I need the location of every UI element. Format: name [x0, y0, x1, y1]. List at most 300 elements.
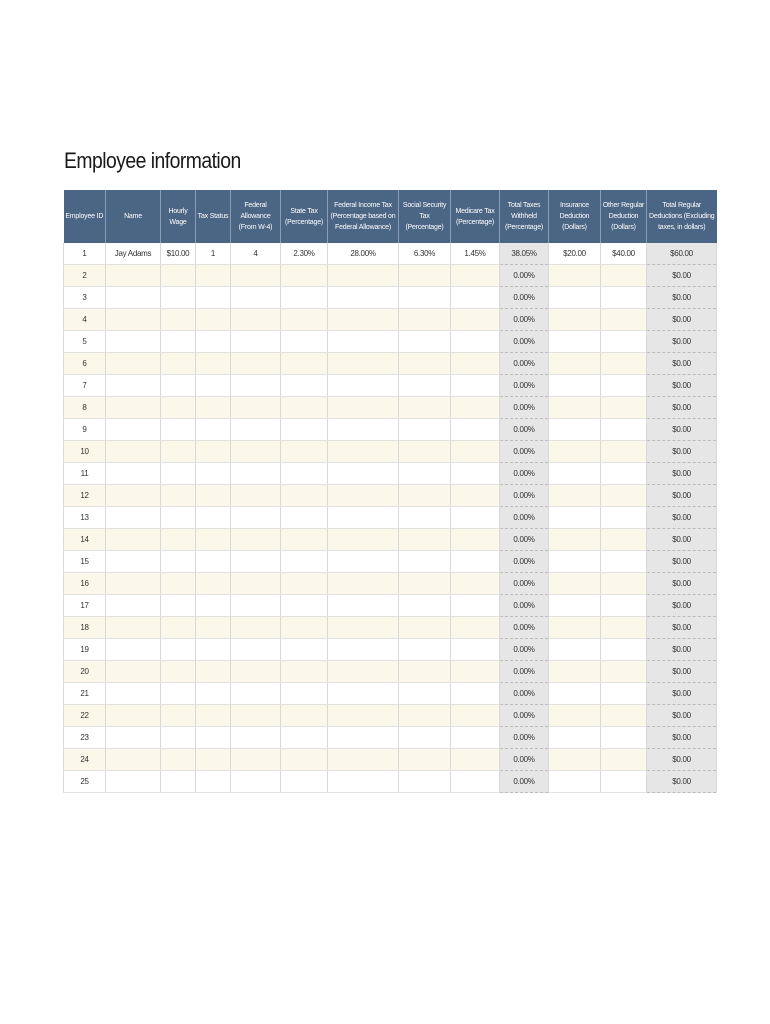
table-cell[interactable] [196, 309, 231, 331]
table-cell[interactable] [281, 705, 328, 727]
table-cell[interactable]: 0.00% [500, 309, 549, 331]
table-cell[interactable] [196, 441, 231, 463]
table-cell[interactable]: 7 [64, 375, 106, 397]
table-cell[interactable] [106, 397, 161, 419]
table-cell[interactable] [161, 309, 196, 331]
table-cell[interactable] [601, 529, 647, 551]
table-cell[interactable] [399, 617, 451, 639]
table-cell[interactable] [549, 771, 601, 793]
table-cell[interactable] [161, 595, 196, 617]
table-cell[interactable]: $0.00 [647, 287, 717, 309]
table-cell[interactable] [399, 463, 451, 485]
table-cell[interactable]: 0.00% [500, 463, 549, 485]
table-cell[interactable] [328, 265, 399, 287]
table-cell[interactable] [451, 419, 500, 441]
table-cell[interactable]: 16 [64, 573, 106, 595]
table-cell[interactable] [601, 265, 647, 287]
table-cell[interactable] [281, 463, 328, 485]
table-cell[interactable]: 38.05% [500, 243, 549, 265]
table-cell[interactable] [601, 463, 647, 485]
table-cell[interactable] [106, 375, 161, 397]
table-cell[interactable] [549, 617, 601, 639]
table-cell[interactable] [399, 749, 451, 771]
table-cell[interactable] [281, 573, 328, 595]
table-cell[interactable] [601, 419, 647, 441]
table-cell[interactable]: $0.00 [647, 353, 717, 375]
table-cell[interactable]: 6 [64, 353, 106, 375]
table-cell[interactable] [106, 529, 161, 551]
table-cell[interactable]: 0.00% [500, 661, 549, 683]
table-cell[interactable] [601, 683, 647, 705]
table-cell[interactable] [549, 551, 601, 573]
table-cell[interactable] [601, 287, 647, 309]
table-cell[interactable] [601, 331, 647, 353]
table-cell[interactable] [106, 749, 161, 771]
table-cell[interactable]: 0.00% [500, 397, 549, 419]
table-cell[interactable]: $0.00 [647, 573, 717, 595]
table-cell[interactable]: 22 [64, 705, 106, 727]
table-cell[interactable]: 5 [64, 331, 106, 353]
table-cell[interactable]: $0.00 [647, 617, 717, 639]
table-cell[interactable] [281, 331, 328, 353]
table-cell[interactable] [196, 287, 231, 309]
table-cell[interactable] [328, 441, 399, 463]
table-cell[interactable] [281, 617, 328, 639]
table-cell[interactable] [281, 375, 328, 397]
table-cell[interactable]: 15 [64, 551, 106, 573]
table-cell[interactable] [328, 617, 399, 639]
table-cell[interactable] [399, 771, 451, 793]
table-cell[interactable] [161, 705, 196, 727]
table-cell[interactable] [106, 727, 161, 749]
table-cell[interactable] [601, 639, 647, 661]
table-cell[interactable] [196, 639, 231, 661]
table-cell[interactable] [549, 287, 601, 309]
table-cell[interactable] [399, 441, 451, 463]
table-cell[interactable]: 14 [64, 529, 106, 551]
table-cell[interactable] [328, 573, 399, 595]
table-cell[interactable] [281, 551, 328, 573]
table-cell[interactable]: 3 [64, 287, 106, 309]
table-cell[interactable] [549, 397, 601, 419]
table-cell[interactable] [161, 331, 196, 353]
table-cell[interactable]: 12 [64, 485, 106, 507]
table-cell[interactable] [451, 441, 500, 463]
table-cell[interactable] [106, 287, 161, 309]
table-cell[interactable] [106, 463, 161, 485]
table-cell[interactable]: 0.00% [500, 375, 549, 397]
table-cell[interactable]: Jay Adams [106, 243, 161, 265]
table-cell[interactable]: 23 [64, 727, 106, 749]
table-cell[interactable] [451, 749, 500, 771]
table-cell[interactable] [281, 419, 328, 441]
table-cell[interactable] [231, 683, 281, 705]
table-cell[interactable] [106, 771, 161, 793]
table-cell[interactable]: 2.30% [281, 243, 328, 265]
table-cell[interactable] [601, 397, 647, 419]
table-cell[interactable]: 8 [64, 397, 106, 419]
table-cell[interactable] [196, 397, 231, 419]
table-cell[interactable] [231, 529, 281, 551]
table-cell[interactable]: 0.00% [500, 331, 549, 353]
table-cell[interactable] [231, 287, 281, 309]
table-cell[interactable]: 0.00% [500, 551, 549, 573]
table-cell[interactable] [399, 309, 451, 331]
table-cell[interactable] [231, 331, 281, 353]
table-cell[interactable] [399, 573, 451, 595]
table-cell[interactable] [601, 309, 647, 331]
table-cell[interactable] [106, 683, 161, 705]
table-cell[interactable] [231, 353, 281, 375]
table-cell[interactable] [328, 661, 399, 683]
table-cell[interactable] [231, 309, 281, 331]
table-cell[interactable]: $0.00 [647, 309, 717, 331]
table-cell[interactable]: 25 [64, 771, 106, 793]
table-cell[interactable] [196, 683, 231, 705]
table-cell[interactable]: $0.00 [647, 551, 717, 573]
table-cell[interactable] [601, 705, 647, 727]
table-cell[interactable] [399, 683, 451, 705]
table-cell[interactable]: 21 [64, 683, 106, 705]
table-cell[interactable] [231, 485, 281, 507]
table-cell[interactable]: $0.00 [647, 705, 717, 727]
table-cell[interactable] [281, 353, 328, 375]
table-cell[interactable] [161, 507, 196, 529]
table-cell[interactable] [196, 727, 231, 749]
table-cell[interactable] [281, 771, 328, 793]
table-cell[interactable] [106, 353, 161, 375]
table-cell[interactable] [106, 441, 161, 463]
table-cell[interactable] [328, 507, 399, 529]
table-cell[interactable] [161, 683, 196, 705]
table-cell[interactable] [549, 309, 601, 331]
table-cell[interactable] [196, 573, 231, 595]
table-cell[interactable] [328, 287, 399, 309]
table-cell[interactable]: 1.45% [451, 243, 500, 265]
table-cell[interactable] [399, 595, 451, 617]
table-cell[interactable] [161, 639, 196, 661]
table-cell[interactable] [281, 749, 328, 771]
table-cell[interactable] [196, 771, 231, 793]
table-cell[interactable] [281, 265, 328, 287]
table-cell[interactable] [161, 353, 196, 375]
table-cell[interactable] [549, 265, 601, 287]
table-cell[interactable]: 0.00% [500, 507, 549, 529]
table-cell[interactable]: $10.00 [161, 243, 196, 265]
table-cell[interactable] [549, 331, 601, 353]
table-cell[interactable]: 0.00% [500, 265, 549, 287]
table-cell[interactable] [399, 419, 451, 441]
table-cell[interactable] [196, 331, 231, 353]
table-cell[interactable] [196, 507, 231, 529]
table-cell[interactable]: 19 [64, 639, 106, 661]
table-cell[interactable] [549, 683, 601, 705]
table-cell[interactable] [161, 617, 196, 639]
table-cell[interactable] [161, 771, 196, 793]
table-cell[interactable] [106, 331, 161, 353]
table-cell[interactable]: 0.00% [500, 573, 549, 595]
table-cell[interactable] [451, 265, 500, 287]
table-cell[interactable] [399, 485, 451, 507]
table-cell[interactable] [231, 397, 281, 419]
table-cell[interactable] [601, 375, 647, 397]
table-cell[interactable] [281, 727, 328, 749]
table-cell[interactable] [399, 639, 451, 661]
table-cell[interactable] [161, 441, 196, 463]
table-cell[interactable] [196, 529, 231, 551]
table-cell[interactable]: $0.00 [647, 661, 717, 683]
table-cell[interactable] [549, 485, 601, 507]
table-cell[interactable]: $20.00 [549, 243, 601, 265]
table-cell[interactable] [281, 287, 328, 309]
table-cell[interactable] [549, 639, 601, 661]
table-cell[interactable] [106, 265, 161, 287]
table-cell[interactable] [601, 749, 647, 771]
table-cell[interactable] [106, 595, 161, 617]
table-cell[interactable]: 4 [64, 309, 106, 331]
table-cell[interactable] [549, 661, 601, 683]
table-cell[interactable] [328, 353, 399, 375]
table-cell[interactable] [231, 463, 281, 485]
table-cell[interactable] [328, 331, 399, 353]
table-cell[interactable] [399, 287, 451, 309]
table-cell[interactable]: $0.00 [647, 331, 717, 353]
table-cell[interactable] [451, 309, 500, 331]
table-cell[interactable] [328, 749, 399, 771]
table-cell[interactable] [451, 551, 500, 573]
table-cell[interactable] [601, 771, 647, 793]
table-cell[interactable] [106, 573, 161, 595]
table-cell[interactable] [281, 595, 328, 617]
table-cell[interactable] [161, 463, 196, 485]
table-cell[interactable] [281, 441, 328, 463]
table-cell[interactable]: 0.00% [500, 771, 549, 793]
table-cell[interactable] [451, 287, 500, 309]
table-cell[interactable]: $0.00 [647, 485, 717, 507]
table-cell[interactable] [231, 507, 281, 529]
table-cell[interactable]: 2 [64, 265, 106, 287]
table-cell[interactable]: $60.00 [647, 243, 717, 265]
table-cell[interactable] [161, 727, 196, 749]
table-cell[interactable] [231, 727, 281, 749]
table-cell[interactable]: 11 [64, 463, 106, 485]
table-cell[interactable] [399, 397, 451, 419]
table-cell[interactable] [231, 749, 281, 771]
table-cell[interactable] [549, 595, 601, 617]
table-cell[interactable]: 0.00% [500, 727, 549, 749]
table-cell[interactable] [196, 617, 231, 639]
table-cell[interactable] [231, 551, 281, 573]
table-cell[interactable] [106, 485, 161, 507]
table-cell[interactable] [328, 463, 399, 485]
table-cell[interactable] [601, 485, 647, 507]
table-cell[interactable] [161, 485, 196, 507]
table-cell[interactable] [328, 595, 399, 617]
table-cell[interactable] [281, 485, 328, 507]
table-cell[interactable] [399, 529, 451, 551]
table-cell[interactable] [399, 331, 451, 353]
table-cell[interactable] [601, 353, 647, 375]
table-cell[interactable] [281, 507, 328, 529]
table-cell[interactable] [196, 353, 231, 375]
table-cell[interactable] [281, 639, 328, 661]
table-cell[interactable] [328, 683, 399, 705]
table-cell[interactable] [328, 705, 399, 727]
table-cell[interactable] [549, 705, 601, 727]
table-cell[interactable] [161, 573, 196, 595]
table-cell[interactable] [399, 265, 451, 287]
table-cell[interactable] [161, 265, 196, 287]
table-cell[interactable]: $0.00 [647, 749, 717, 771]
table-cell[interactable]: 17 [64, 595, 106, 617]
table-cell[interactable]: $0.00 [647, 595, 717, 617]
table-cell[interactable]: 0.00% [500, 485, 549, 507]
table-cell[interactable] [399, 551, 451, 573]
table-cell[interactable] [281, 529, 328, 551]
table-cell[interactable]: $0.00 [647, 507, 717, 529]
table-cell[interactable]: 13 [64, 507, 106, 529]
table-cell[interactable]: 0.00% [500, 353, 549, 375]
table-cell[interactable] [451, 705, 500, 727]
table-cell[interactable] [106, 419, 161, 441]
table-cell[interactable] [161, 661, 196, 683]
table-cell[interactable]: $0.00 [647, 639, 717, 661]
table-cell[interactable] [328, 309, 399, 331]
table-cell[interactable]: 6.30% [399, 243, 451, 265]
table-cell[interactable]: 0.00% [500, 749, 549, 771]
table-cell[interactable] [451, 353, 500, 375]
table-cell[interactable]: $0.00 [647, 683, 717, 705]
table-cell[interactable] [231, 375, 281, 397]
table-cell[interactable]: $0.00 [647, 375, 717, 397]
table-cell[interactable] [549, 507, 601, 529]
table-cell[interactable] [281, 683, 328, 705]
table-cell[interactable] [161, 749, 196, 771]
table-cell[interactable] [161, 551, 196, 573]
table-cell[interactable] [451, 463, 500, 485]
table-cell[interactable] [196, 661, 231, 683]
table-cell[interactable]: 18 [64, 617, 106, 639]
table-cell[interactable]: 0.00% [500, 617, 549, 639]
table-cell[interactable] [328, 485, 399, 507]
table-cell[interactable]: 24 [64, 749, 106, 771]
table-cell[interactable]: $0.00 [647, 529, 717, 551]
table-cell[interactable] [161, 419, 196, 441]
table-cell[interactable] [451, 771, 500, 793]
table-cell[interactable] [601, 573, 647, 595]
table-cell[interactable] [451, 507, 500, 529]
table-cell[interactable] [231, 705, 281, 727]
table-cell[interactable] [399, 727, 451, 749]
table-cell[interactable] [601, 595, 647, 617]
table-cell[interactable] [549, 441, 601, 463]
table-cell[interactable] [196, 265, 231, 287]
table-cell[interactable] [601, 661, 647, 683]
table-cell[interactable] [328, 639, 399, 661]
table-cell[interactable] [106, 617, 161, 639]
table-cell[interactable] [451, 331, 500, 353]
table-cell[interactable] [451, 683, 500, 705]
table-cell[interactable]: $0.00 [647, 727, 717, 749]
table-cell[interactable] [328, 727, 399, 749]
table-cell[interactable] [399, 661, 451, 683]
table-cell[interactable] [196, 749, 231, 771]
table-cell[interactable] [328, 419, 399, 441]
table-cell[interactable] [106, 309, 161, 331]
table-cell[interactable] [231, 573, 281, 595]
table-cell[interactable] [451, 639, 500, 661]
table-cell[interactable] [106, 551, 161, 573]
table-cell[interactable] [601, 727, 647, 749]
table-cell[interactable]: 0.00% [500, 419, 549, 441]
table-cell[interactable] [196, 485, 231, 507]
table-cell[interactable] [231, 617, 281, 639]
table-cell[interactable] [549, 375, 601, 397]
table-cell[interactable] [451, 485, 500, 507]
table-cell[interactable]: $0.00 [647, 771, 717, 793]
table-cell[interactable] [328, 771, 399, 793]
table-cell[interactable] [399, 353, 451, 375]
table-cell[interactable] [549, 353, 601, 375]
table-cell[interactable] [196, 551, 231, 573]
table-cell[interactable] [549, 573, 601, 595]
table-cell[interactable] [161, 287, 196, 309]
table-cell[interactable]: 0.00% [500, 639, 549, 661]
table-cell[interactable] [161, 375, 196, 397]
table-cell[interactable] [106, 661, 161, 683]
table-cell[interactable] [281, 309, 328, 331]
table-cell[interactable]: 0.00% [500, 705, 549, 727]
table-cell[interactable] [106, 639, 161, 661]
table-cell[interactable] [328, 551, 399, 573]
table-cell[interactable] [231, 661, 281, 683]
table-cell[interactable] [399, 507, 451, 529]
table-cell[interactable] [451, 573, 500, 595]
table-cell[interactable] [549, 727, 601, 749]
table-cell[interactable] [231, 639, 281, 661]
table-cell[interactable]: $0.00 [647, 397, 717, 419]
table-cell[interactable] [451, 727, 500, 749]
table-cell[interactable]: 20 [64, 661, 106, 683]
table-cell[interactable] [601, 551, 647, 573]
table-cell[interactable] [231, 771, 281, 793]
table-cell[interactable] [328, 529, 399, 551]
table-cell[interactable] [601, 507, 647, 529]
table-cell[interactable] [231, 595, 281, 617]
table-cell[interactable] [451, 375, 500, 397]
table-cell[interactable]: 0.00% [500, 595, 549, 617]
table-cell[interactable] [399, 375, 451, 397]
table-cell[interactable]: 0.00% [500, 529, 549, 551]
table-cell[interactable] [451, 617, 500, 639]
table-cell[interactable]: 1 [196, 243, 231, 265]
table-cell[interactable] [549, 419, 601, 441]
table-cell[interactable] [106, 705, 161, 727]
table-cell[interactable]: 0.00% [500, 287, 549, 309]
table-cell[interactable]: 0.00% [500, 441, 549, 463]
table-cell[interactable]: $0.00 [647, 441, 717, 463]
table-cell[interactable] [231, 419, 281, 441]
table-cell[interactable] [601, 617, 647, 639]
table-cell[interactable] [328, 397, 399, 419]
table-cell[interactable]: 28.00% [328, 243, 399, 265]
table-cell[interactable] [196, 705, 231, 727]
table-cell[interactable] [161, 397, 196, 419]
table-cell[interactable] [231, 441, 281, 463]
table-cell[interactable] [451, 397, 500, 419]
table-cell[interactable]: $0.00 [647, 419, 717, 441]
table-cell[interactable]: $0.00 [647, 265, 717, 287]
